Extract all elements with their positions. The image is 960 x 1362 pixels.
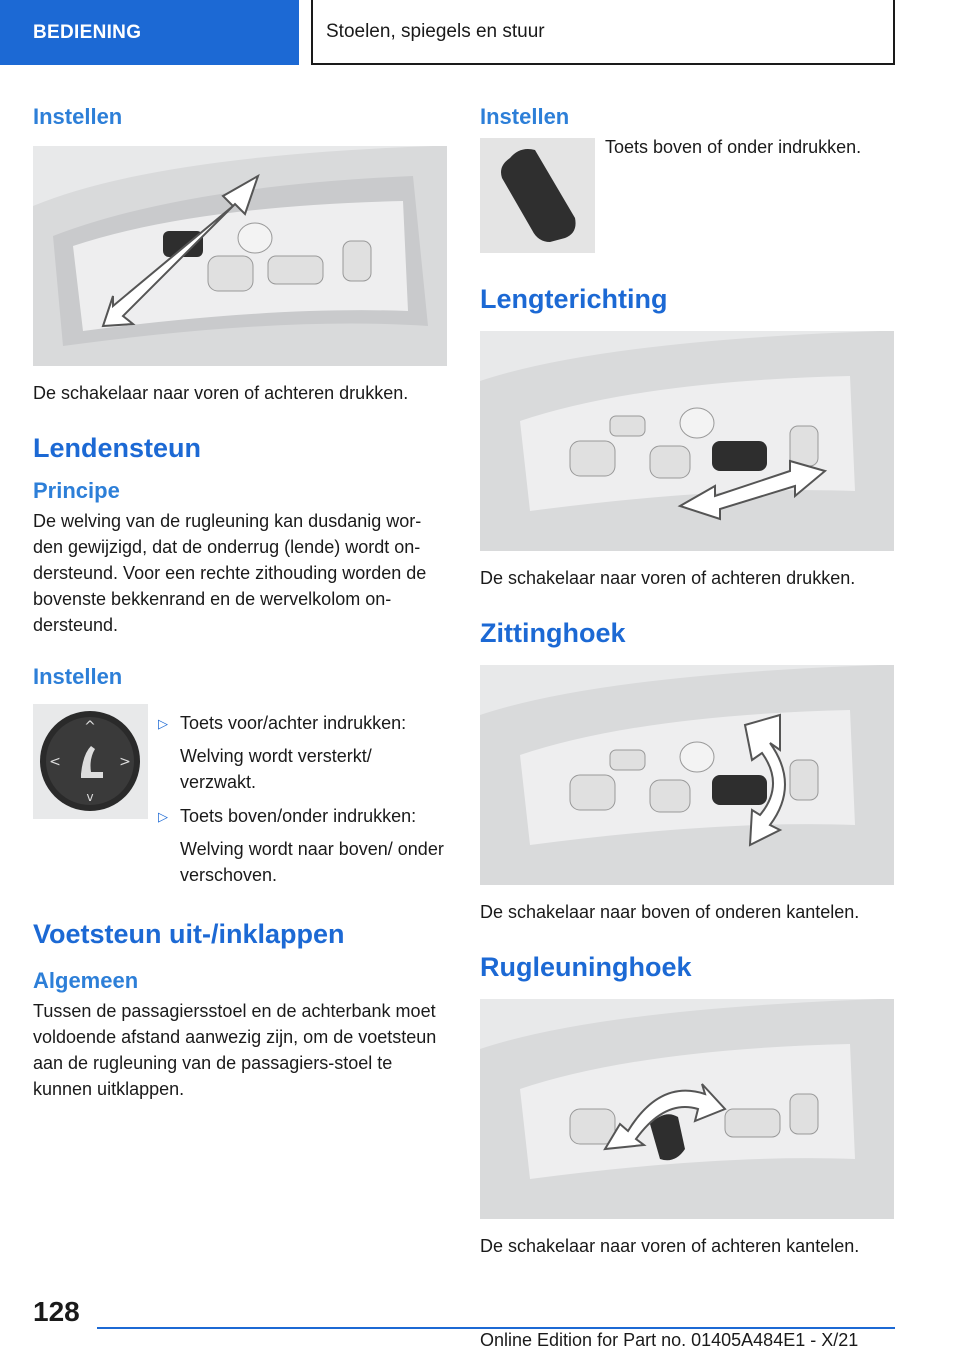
caption-zittinghoek: De schakelaar naar boven of onderen kantelen. [480,902,860,922]
footrest-button-illustration [480,138,595,253]
chapter-title: Stoelen, spiegels en stuur [311,0,895,65]
fore-aft-switch-illustration [480,331,894,551]
triangle-bullet-icon: ▷ [158,809,168,824]
footer-divider [97,1327,895,1329]
heading-voetsteun: Voetsteun uit-/inklappen [33,919,345,949]
heading-instellen-right: Instellen [480,104,570,129]
backrest-angle-switch-illustration [480,999,894,1219]
algemeen-text: Tussen de passagiersstoel en de achterbank moet voldoende afstand aanwezig zijn, om de voetsteun aan de rugleuning van de passagiers-stoel te kunnen uitklappen. [33,1001,437,1099]
svg-text:<: < [49,754,61,770]
seat-switch-fore-aft-illustration [33,146,447,366]
bullet-up-down-sub: Welving wordt naar boven/ onder verschoven. [180,839,444,885]
bullet-up-down: ▷ Toets boven/onder indrukken: [158,803,449,830]
section-tab: BEDIENING [0,0,299,65]
heading-rugleuninghoek: Rugleuninghoek [480,952,692,982]
heading-algemeen: Algemeen [33,968,139,993]
left-column [33,100,449,1102]
caption-fore-aft: De schakelaar naar voren of achteren drukken. [33,383,409,403]
principe-text: De welving van de rugleuning kan dusdanig wor-den gewijzigd, dat de onderrug (lende) wordt on-dersteund. Voor een rechte zithouding worden de bovenste bekkenrand en de wervelkolom on-dersteund. [33,511,427,635]
bullet-fore-aft-sub: Welving wordt versterkt/ verzwakt. [180,746,372,792]
caption-lengterichting: De schakelaar naar voren of achteren drukken. [480,568,856,588]
svg-text:>: > [119,754,131,770]
heading-instellen-lumbar: Instellen [33,664,123,689]
page-number: 128 [33,1296,80,1327]
seat-angle-switch-illustration [480,665,894,885]
heading-principe: Principe [33,478,120,503]
heading-instellen: Instellen [33,104,123,129]
lumbar-control-illustration [33,704,148,819]
heading-zittinghoek: Zittinghoek [480,618,626,648]
svg-text:v: v [86,790,94,804]
caption-rugleuninghoek: De schakelaar naar voren of achteren kantelen. [480,1236,860,1256]
bullet-fore-aft: ▷ Toets voor/achter indrukken: [158,710,449,737]
right-column [480,100,896,1259]
svg-text:^: ^ [84,719,96,735]
edition-text: Online Edition for Part no. 01405A484E1 - X/21 [480,1330,859,1350]
triangle-bullet-icon: ▷ [158,716,168,731]
heading-lengterichting: Lengterichting [480,284,668,314]
instellen-right-text: Toets boven of onder indrukken. [605,137,862,157]
heading-lendensteun: Lendensteun [33,433,202,463]
